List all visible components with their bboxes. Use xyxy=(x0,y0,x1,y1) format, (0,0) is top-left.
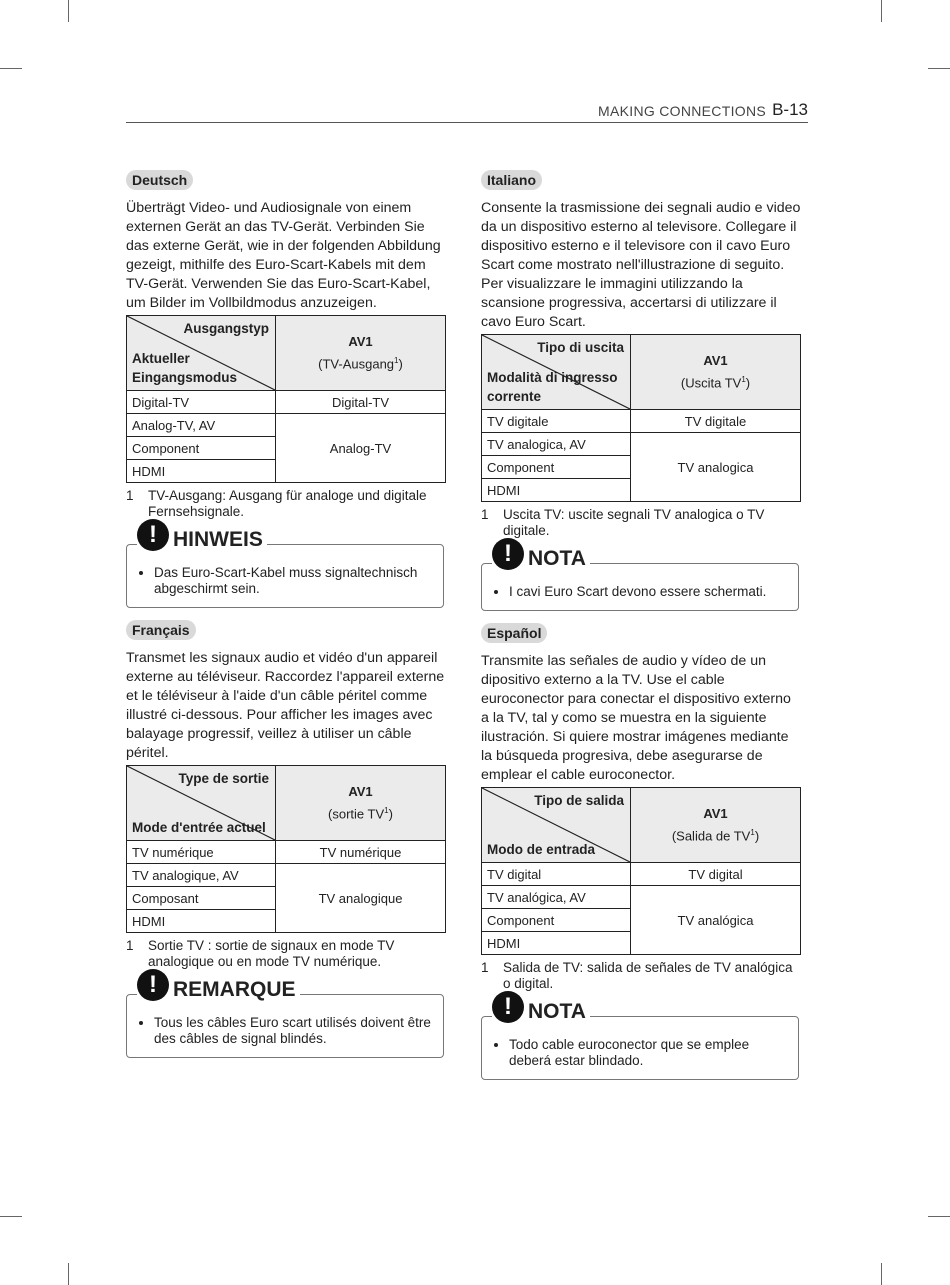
footnote-ref: 1 xyxy=(384,806,389,816)
table-cell: TV analogica, AV xyxy=(482,433,631,456)
note-box xyxy=(481,993,799,1080)
input-mode-label: Modalità di ingresso corrente xyxy=(487,370,618,404)
table-cell: HDMI xyxy=(127,460,276,483)
table-cell: HDMI xyxy=(127,910,276,933)
page-header xyxy=(126,100,808,123)
av1-header: AV1 (sortie $TV^1$) xyxy=(276,766,446,841)
table-cell: TV numérique xyxy=(276,841,446,864)
table-diagonal-header xyxy=(482,335,631,410)
footnote-ref: 1 xyxy=(750,828,755,838)
output-type-label: Ausgangstyp xyxy=(183,321,269,336)
table-cell: Analog-TV, AV xyxy=(127,414,276,437)
footnote xyxy=(126,938,446,970)
language-section xyxy=(481,170,801,623)
table-cell: TV digitale xyxy=(631,410,801,433)
page-number: B-13 xyxy=(772,100,808,119)
description-text: Transmite las señales de audio y vídeo de un dipositivo externo a la TV. Use el cable euroconector para conectar el dispositivo externo a la TV, tal y como se muestra en la siguiente ilustración. Si quiere mostrar imágenes mediante la búsqueda progresiva, debe asegurarse de emplear el cable euroconector. xyxy=(481,653,791,783)
table-cell: TV analogique, AV xyxy=(127,864,276,887)
note-title: REMARQUE xyxy=(173,978,296,1001)
input-mode-label: Aktueller Eingangsmodus xyxy=(132,351,238,385)
av1-header: AV1 (Uscita $TV^1$) xyxy=(631,335,801,410)
exclamation-icon: ! xyxy=(492,991,524,1023)
table-cell-merged: TV analógica xyxy=(631,886,801,955)
note-header xyxy=(137,519,267,551)
footnote-number: 1 xyxy=(481,507,489,522)
footnote-text: Sortie TV : sortie de signaux en mode TV analogique ou en mode TV numérique. xyxy=(148,938,395,969)
table-cell: HDMI xyxy=(482,932,631,955)
footnote xyxy=(481,507,801,539)
table-cell: Component xyxy=(127,437,276,460)
note-box xyxy=(126,971,444,1058)
output-type-label: Type de sortie xyxy=(178,771,269,786)
av1-title: AV1 xyxy=(348,334,373,350)
input-output-table xyxy=(481,787,801,955)
footnote-ref: 1 xyxy=(741,375,746,385)
left-column xyxy=(126,170,446,1070)
note-text: • I cavi Euro Scart devono essere schermati. xyxy=(509,584,788,600)
table-cell: HDMI xyxy=(482,479,631,502)
crop-mark xyxy=(881,0,882,22)
footnote-text: Uscita TV: uscite segnali TV analogica o TV digitale. xyxy=(503,507,765,538)
table-diagonal-header xyxy=(482,788,631,863)
note-text: • Das Euro-Scart-Kabel muss signaltechnisch abgeschirmt sein. xyxy=(154,565,433,597)
footnote-text: TV-Ausgang: Ausgang für analoge und digitale Fernsehsignale. xyxy=(148,488,427,519)
input-output-table xyxy=(126,765,446,933)
input-output-table xyxy=(126,315,446,483)
output-type-label: Tipo de salida xyxy=(534,793,624,808)
table-cell: TV digitale xyxy=(482,410,631,433)
input-output-table xyxy=(481,334,801,502)
description-text: Consente la trasmissione dei segnali audio e video da un dispositivo esterno al televisore. Collegare il dispositivo esterno e il televisore con il cavo Euro Scart come mostrato nell'illustrazione di seguito. Per visualizzare le immagini utilizzando la scansione progressiva, accertarsi di utilizzare il cavo Euro Scart. xyxy=(481,200,801,330)
crop-mark xyxy=(0,68,22,69)
section-title: MAKING CONNECTIONS xyxy=(598,103,766,119)
av1-subtitle: (TV-Ausgang xyxy=(318,356,395,372)
note-box xyxy=(126,521,444,608)
description-text: Überträgt Video- und Audiosignale von einem externen Gerät an das TV-Gerät. Verbinden Sie das externe Gerät, wie in der folgenden Abbildung gezeigt, mithilfe des Euro-Scart-Kabels mit dem TV-Gerät. Verwenden Sie das Euro-Scart-Kabel, um Bilder im Vollbildmodus anzuzeigen. xyxy=(126,200,441,311)
footnote-ref: 1 xyxy=(394,356,399,366)
footnote xyxy=(481,960,801,992)
table-cell: Digital-TV xyxy=(127,391,276,414)
language-section xyxy=(126,620,446,1070)
table-cell: Composant xyxy=(127,887,276,910)
note-header xyxy=(492,991,590,1023)
table-cell-merged: Analog-TV xyxy=(276,414,446,483)
note-text: • Tous les câbles Euro scart utilisés doivent être des câbles de signal blindés. xyxy=(154,1015,433,1047)
exclamation-icon: ! xyxy=(137,969,169,1001)
note-title: NOTA xyxy=(528,1000,586,1023)
table-diagonal-header xyxy=(127,316,276,391)
language-label: Deutsch xyxy=(126,170,193,190)
crop-mark xyxy=(928,68,950,69)
footnote-number: 1 xyxy=(481,960,489,975)
note-header xyxy=(137,969,300,1001)
crop-mark xyxy=(68,1263,69,1285)
language-label: Français xyxy=(126,620,196,640)
crop-mark xyxy=(68,0,69,22)
crop-mark xyxy=(928,1216,950,1217)
footnote-number: 1 xyxy=(126,488,134,503)
av1-subtitle: (Salida de TV xyxy=(671,828,751,844)
av1-title: AV1 xyxy=(348,784,373,800)
exclamation-icon: ! xyxy=(137,519,169,551)
table-cell: TV analógica, AV xyxy=(482,886,631,909)
table-cell: TV numérique xyxy=(127,841,276,864)
language-section xyxy=(481,623,801,1092)
footnote-text: Salida de TV: salida de señales de TV analógica o digital. xyxy=(503,960,793,991)
input-mode-label: Modo de entrada xyxy=(487,842,596,857)
table-cell: Digital-TV xyxy=(276,391,446,414)
av1-subtitle: (sortie TV xyxy=(328,806,385,822)
footnote xyxy=(126,488,446,520)
output-type-label: Tipo di uscita xyxy=(537,340,624,355)
note-title: NOTA xyxy=(528,547,586,570)
note-text: • Todo cable euroconector que se emplee deberá estar blindado. xyxy=(509,1037,788,1069)
right-column xyxy=(481,170,801,1092)
table-cell: Component xyxy=(482,456,631,479)
table-cell-merged: TV analogique xyxy=(276,864,446,933)
table-cell: TV digital xyxy=(482,863,631,886)
av1-header: AV1 (Salida de $TV^1$) xyxy=(631,788,801,863)
crop-mark xyxy=(881,1263,882,1285)
note-title: HINWEIS xyxy=(173,528,263,551)
language-label: Español xyxy=(481,623,547,643)
description-text: Transmet les signaux audio et vidéo d'un appareil externe au téléviseur. Raccordez l'appareil externe et le téléviseur à l'aide d'un câble péritel comme illustré ci-dessous. Pour afficher les images avec balayage progressif, veillez à utiliser un câble péritel. xyxy=(126,650,445,761)
crop-mark xyxy=(0,1216,22,1217)
av1-subtitle: (Uscita TV xyxy=(680,375,742,391)
input-mode-label: Mode d'entrée actuel xyxy=(132,820,266,835)
table-cell: TV digital xyxy=(631,863,801,886)
av1-title: AV1 xyxy=(703,806,728,822)
table-diagonal-header xyxy=(127,766,276,841)
exclamation-icon: ! xyxy=(492,538,524,570)
language-section xyxy=(126,170,446,620)
note-header xyxy=(492,538,590,570)
language-label: Italiano xyxy=(481,170,542,190)
av1-title: AV1 xyxy=(703,353,728,369)
footnote-number: 1 xyxy=(126,938,134,953)
note-box xyxy=(481,540,799,611)
av1-header: AV1 (TV-Ausgang$^1$) xyxy=(276,316,446,391)
table-cell-merged: TV analogica xyxy=(631,433,801,502)
table-cell: Component xyxy=(482,909,631,932)
